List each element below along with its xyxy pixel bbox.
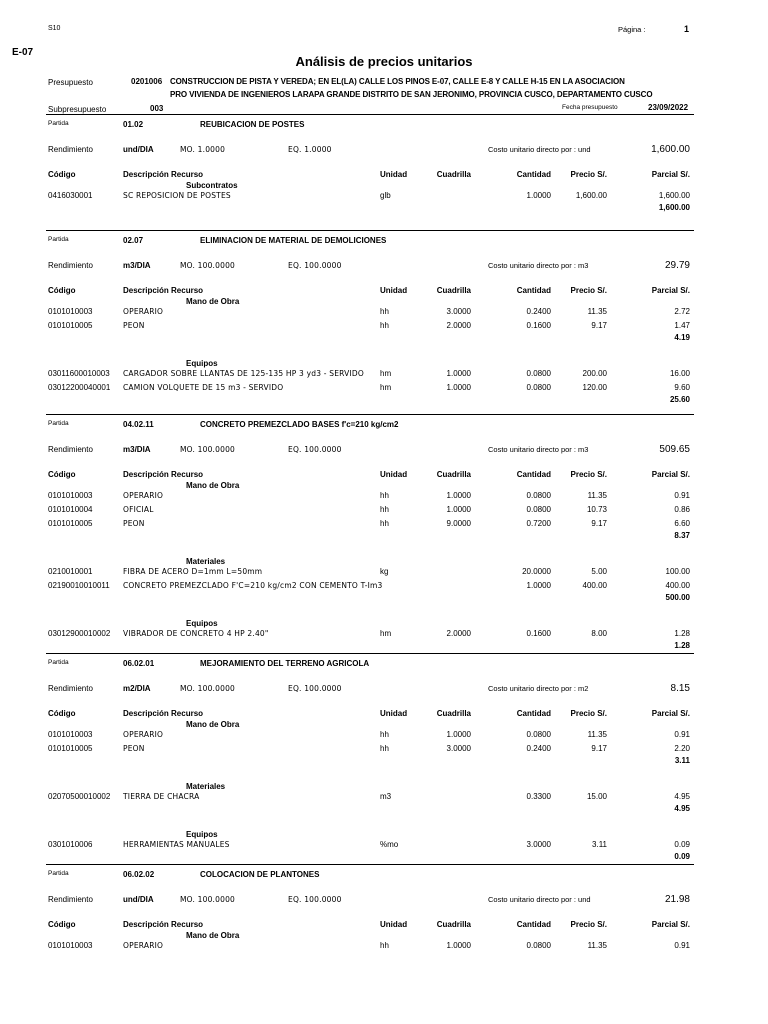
rendimiento-unit: m3/DIA — [123, 445, 151, 454]
resource-precio: 11.35 — [587, 307, 607, 316]
mo-value: MO. 100.0000 — [180, 895, 236, 904]
resource-code: 0416030001 — [48, 191, 93, 200]
group-name: Equipos — [186, 619, 218, 628]
col-parcial: Parcial S/. — [651, 170, 690, 179]
subpresupuesto-label: Subpresupuesto — [48, 105, 107, 114]
resource-parcial: 400.00 — [665, 581, 690, 590]
resource-desc: OPERARIO — [123, 491, 164, 500]
resource-cantidad: 1.0000 — [526, 191, 551, 200]
resource-unit: hh — [380, 505, 389, 514]
system-code: S10 — [48, 25, 61, 32]
col-cuadrilla: Cuadrilla — [436, 286, 471, 295]
eq-value: EQ. 100.0000 — [288, 445, 342, 454]
mo-value: MO. 100.0000 — [180, 261, 236, 270]
costo-value: 29.79 — [664, 260, 690, 271]
rendimiento-label: Rendimiento — [48, 684, 93, 693]
costo-label: Costo unitario directo por : m3 — [488, 261, 589, 270]
col-unidad: Unidad — [380, 470, 408, 479]
resource-desc: TIERRA DE CHACRA — [123, 792, 200, 801]
resource-parcial: 1.28 — [674, 629, 690, 638]
eq-value: EQ. 1.0000 — [288, 145, 332, 154]
group-name: Subcontratos — [186, 181, 238, 190]
resource-precio: 120.00 — [582, 383, 607, 392]
partida-name: COLOCACION DE PLANTONES — [200, 870, 320, 879]
resource-code: 02070500010002 — [48, 792, 111, 801]
fecha-label: Fecha presupuesto — [562, 104, 618, 111]
resource-cuadrilla: 9.0000 — [446, 519, 471, 528]
resource-precio: 3.11 — [592, 840, 607, 849]
section-divider — [46, 653, 694, 654]
resource-unit: hh — [380, 321, 389, 330]
col-codigo: Código — [48, 470, 76, 479]
resource-cantidad: 0.0800 — [526, 491, 551, 500]
partida-name: CONCRETO PREMEZCLADO BASES f'c=210 kg/cm2 — [200, 420, 399, 429]
resource-precio: 5.00 — [591, 567, 607, 576]
col-cuadrilla: Cuadrilla — [436, 920, 471, 929]
side-code: E-07 — [12, 47, 34, 58]
resource-code: 0101010004 — [48, 505, 93, 514]
page-title: Análisis de precios unitarios — [295, 54, 473, 69]
col-precio: Precio S/. — [570, 709, 607, 718]
mo-value: MO. 100.0000 — [180, 445, 236, 454]
partida-code: 04.02.11 — [123, 420, 154, 429]
resource-code: 0101010005 — [48, 321, 93, 330]
resource-cuadrilla: 1.0000 — [446, 491, 471, 500]
resource-cantidad: 0.1600 — [526, 629, 551, 638]
resource-cantidad: 0.0800 — [526, 730, 551, 739]
col-precio: Precio S/. — [570, 170, 607, 179]
resource-precio: 8.00 — [591, 629, 607, 638]
costo-label: Costo unitario directo por : und — [488, 145, 591, 154]
resource-parcial: 0.86 — [674, 505, 690, 514]
resource-code: 0101010005 — [48, 519, 93, 528]
section-divider — [46, 230, 694, 231]
resource-parcial: 100.00 — [665, 567, 690, 576]
resource-desc: SC REPOSICION DE POSTES — [123, 191, 231, 200]
group-name: Mano de Obra — [186, 481, 240, 490]
fecha-value: 23/09/2022 — [648, 103, 689, 112]
group-subtotal: 4.95 — [674, 804, 690, 813]
resource-desc: OPERARIO — [123, 941, 164, 950]
resource-cuadrilla: 2.0000 — [446, 321, 471, 330]
resource-unit: hh — [380, 307, 389, 316]
resource-desc: CONCRETO PREMEZCLADO F'C=210 kg/cm2 CON CEMENTO T-Im3 — [123, 581, 383, 590]
eq-value: EQ. 100.0000 — [288, 261, 342, 270]
col-descripcion: Descripción Recurso — [123, 920, 204, 929]
resource-precio: 200.00 — [582, 369, 607, 378]
resource-desc: OFICIAL — [123, 505, 154, 514]
resource-desc: PEON — [123, 321, 145, 330]
costo-label: Costo unitario directo por : m3 — [488, 445, 589, 454]
group-subtotal: 3.11 — [674, 756, 690, 765]
group-subtotal: 500.00 — [665, 593, 690, 602]
resource-cantidad: 0.0800 — [526, 941, 551, 950]
rendimiento-label: Rendimiento — [48, 445, 93, 454]
group-name: Mano de Obra — [186, 720, 240, 729]
resource-parcial: 6.60 — [674, 519, 690, 528]
resource-desc: OPERARIO — [123, 307, 164, 316]
resource-unit: hm — [380, 369, 392, 378]
resource-parcial: 1.47 — [674, 321, 690, 330]
resource-precio: 11.35 — [587, 941, 607, 950]
col-cuadrilla: Cuadrilla — [436, 709, 471, 718]
group-name: Mano de Obra — [186, 297, 240, 306]
group-subtotal: 25.60 — [669, 395, 690, 404]
costo-value: 21.98 — [664, 894, 690, 905]
costo-value: 1,600.00 — [651, 144, 690, 155]
resource-cantidad: 20.0000 — [522, 567, 551, 576]
col-codigo: Código — [48, 920, 76, 929]
resource-code: 0210010001 — [48, 567, 93, 576]
resource-unit: hm — [380, 629, 392, 638]
resource-parcial: 0.09 — [674, 840, 690, 849]
col-parcial: Parcial S/. — [651, 286, 690, 295]
rendimiento-unit: und/DIA — [123, 895, 154, 904]
resource-cantidad: 0.0800 — [526, 505, 551, 514]
col-cuadrilla: Cuadrilla — [436, 470, 471, 479]
group-subtotal: 4.19 — [674, 333, 690, 342]
resource-code: 0101010005 — [48, 744, 93, 753]
resource-cantidad: 3.0000 — [526, 840, 551, 849]
partida-label: Partida — [48, 120, 69, 127]
resource-cuadrilla: 1.0000 — [446, 730, 471, 739]
resource-cantidad: 0.2400 — [526, 744, 551, 753]
group-subtotal: 0.09 — [674, 852, 690, 861]
presupuesto-code: 0201006 — [131, 77, 163, 86]
partida-name: ELIMINACION DE MATERIAL DE DEMOLICIONES — [200, 236, 387, 245]
resource-unit: kg — [380, 567, 389, 576]
page-number: 1 — [684, 24, 690, 34]
resource-code: 03012900010002 — [48, 629, 111, 638]
resource-code: 03012200040001 — [48, 383, 111, 392]
resource-desc: CAMION VOLQUETE DE 15 m3 - SERVIDO — [123, 383, 284, 392]
group-name: Mano de Obra — [186, 931, 240, 940]
col-parcial: Parcial S/. — [651, 470, 690, 479]
resource-unit: hh — [380, 491, 389, 500]
rendimiento-label: Rendimiento — [48, 145, 93, 154]
resource-unit: hh — [380, 744, 389, 753]
partida-code: 01.02 — [123, 120, 144, 129]
costo-label: Costo unitario directo por : und — [488, 895, 591, 904]
resource-cantidad: 0.1600 — [526, 321, 551, 330]
costo-value: 509.65 — [659, 444, 690, 455]
group-subtotal: 8.37 — [674, 531, 690, 540]
col-descripcion: Descripción Recurso — [123, 286, 204, 295]
resource-cuadrilla: 3.0000 — [446, 307, 471, 316]
group-name: Materiales — [186, 782, 226, 791]
resource-precio: 1,600.00 — [575, 191, 607, 200]
col-cantidad: Cantidad — [516, 170, 551, 179]
page-label: Página : — [618, 25, 646, 34]
col-descripcion: Descripción Recurso — [123, 470, 204, 479]
costo-label: Costo unitario directo por : m2 — [488, 684, 589, 693]
resource-cuadrilla: 1.0000 — [446, 941, 471, 950]
resource-code: 0101010003 — [48, 941, 93, 950]
group-name: Equipos — [186, 359, 218, 368]
mo-value: MO. 100.0000 — [180, 684, 236, 693]
resource-precio: 11.35 — [587, 730, 607, 739]
resource-precio: 9.17 — [591, 321, 607, 330]
resource-unit: hh — [380, 941, 389, 950]
resource-parcial: 2.20 — [674, 744, 690, 753]
col-cantidad: Cantidad — [516, 286, 551, 295]
resource-parcial: 0.91 — [674, 941, 690, 950]
resource-parcial: 9.60 — [674, 383, 690, 392]
group-subtotal: 1.28 — [674, 641, 690, 650]
resource-cuadrilla: 1.0000 — [446, 369, 471, 378]
col-cantidad: Cantidad — [516, 709, 551, 718]
mo-value: MO. 1.0000 — [180, 145, 226, 154]
resource-code: 0101010003 — [48, 491, 93, 500]
col-unidad: Unidad — [380, 709, 408, 718]
partida-label: Partida — [48, 420, 69, 427]
group-name: Materiales — [186, 557, 226, 566]
resource-cantidad: 0.3300 — [526, 792, 551, 801]
resource-code: 0301010006 — [48, 840, 93, 849]
resource-precio: 9.17 — [591, 744, 607, 753]
partida-label: Partida — [48, 870, 69, 877]
col-codigo: Código — [48, 286, 76, 295]
resource-precio: 9.17 — [591, 519, 607, 528]
resource-unit: hm — [380, 383, 392, 392]
resource-desc: CARGADOR SOBRE LLANTAS DE 125-135 HP 3 yd3 - SERVIDO — [123, 369, 364, 378]
resource-unit: %mo — [380, 840, 399, 849]
resource-desc: HERRAMIENTAS MANUALES — [123, 840, 230, 849]
partida-label: Partida — [48, 659, 69, 666]
section-divider — [46, 864, 694, 865]
resource-cuadrilla: 1.0000 — [446, 505, 471, 514]
costo-value: 8.15 — [670, 683, 690, 694]
col-unidad: Unidad — [380, 286, 408, 295]
resource-precio: 11.35 — [587, 491, 607, 500]
partida-code: 06.02.02 — [123, 870, 155, 879]
col-precio: Precio S/. — [570, 920, 607, 929]
rendimiento-unit: m2/DIA — [123, 684, 151, 693]
resource-desc: PEON — [123, 519, 145, 528]
resource-code: 0101010003 — [48, 730, 93, 739]
partida-code: 06.02.01 — [123, 659, 155, 668]
section-divider — [46, 414, 694, 415]
resource-code: 02190010010011 — [48, 581, 110, 590]
subpresupuesto-code: 003 — [150, 104, 164, 113]
col-precio: Precio S/. — [570, 470, 607, 479]
presupuesto-label: Presupuesto — [48, 78, 93, 87]
col-codigo: Código — [48, 170, 76, 179]
eq-value: EQ. 100.0000 — [288, 895, 342, 904]
resource-unit: glb — [380, 191, 391, 200]
resource-parcial: 16.00 — [669, 369, 690, 378]
col-unidad: Unidad — [380, 170, 408, 179]
partida-code: 02.07 — [123, 236, 144, 245]
section-divider — [46, 114, 694, 115]
resource-precio: 400.00 — [582, 581, 607, 590]
group-name: Equipos — [186, 830, 218, 839]
resource-unit: m3 — [380, 792, 392, 801]
resource-cuadrilla: 1.0000 — [446, 383, 471, 392]
resource-precio: 10.73 — [586, 505, 607, 514]
resource-parcial: 0.91 — [674, 491, 690, 500]
resource-desc: OPERARIO — [123, 730, 164, 739]
resource-desc: VIBRADOR DE CONCRETO 4 HP 2.40" — [123, 629, 269, 638]
resource-cantidad: 0.2400 — [526, 307, 551, 316]
rendimiento-unit: und/DIA — [123, 145, 154, 154]
col-parcial: Parcial S/. — [651, 920, 690, 929]
eq-value: EQ. 100.0000 — [288, 684, 342, 693]
partida-label: Partida — [48, 236, 69, 243]
rendimiento-label: Rendimiento — [48, 895, 93, 904]
col-descripcion: Descripción Recurso — [123, 709, 204, 718]
resource-parcial: 4.95 — [674, 792, 690, 801]
col-unidad: Unidad — [380, 920, 408, 929]
resource-cantidad: 1.0000 — [526, 581, 551, 590]
resource-code: 0101010003 — [48, 307, 93, 316]
resource-cantidad: 0.7200 — [526, 519, 551, 528]
rendimiento-unit: m3/DIA — [123, 261, 151, 270]
resource-parcial: 0.91 — [674, 730, 690, 739]
col-cuadrilla: Cuadrilla — [436, 170, 471, 179]
resource-desc: FIBRA DE ACERO D=1mm L=50mm — [123, 567, 263, 576]
resource-unit: hh — [380, 519, 389, 528]
resource-precio: 15.00 — [586, 792, 607, 801]
resource-cuadrilla: 2.0000 — [446, 629, 471, 638]
rendimiento-label: Rendimiento — [48, 261, 93, 270]
col-codigo: Código — [48, 709, 76, 718]
group-subtotal: 1,600.00 — [658, 203, 690, 212]
col-descripcion: Descripción Recurso — [123, 170, 204, 179]
resource-code: 03011600010003 — [48, 369, 110, 378]
resource-cantidad: 0.0800 — [526, 369, 551, 378]
resource-cantidad: 0.0800 — [526, 383, 551, 392]
resource-parcial: 2.72 — [674, 307, 690, 316]
col-cantidad: Cantidad — [516, 470, 551, 479]
col-precio: Precio S/. — [570, 286, 607, 295]
partida-name: REUBICACION DE POSTES — [200, 120, 305, 129]
resource-parcial: 1,600.00 — [658, 191, 690, 200]
resource-cuadrilla: 3.0000 — [446, 744, 471, 753]
partida-name: MEJORAMIENTO DEL TERRENO AGRICOLA — [200, 659, 370, 668]
resource-unit: hh — [380, 730, 389, 739]
presupuesto-line2: PRO VIVIENDA DE INGENIEROS LARAPA GRANDE DISTRITO DE SAN JERONIMO, PROVINCIA CUSCO, DEPARTAMENTO CUSCO — [170, 90, 653, 99]
presupuesto-line1: CONSTRUCCION DE PISTA Y VEREDA; EN EL(LA) CALLE LOS PINOS E-07, CALLE E-8 Y CALLE H-15 EN LA ASOCIACION — [170, 77, 625, 86]
col-cantidad: Cantidad — [516, 920, 551, 929]
resource-desc: PEON — [123, 744, 145, 753]
col-parcial: Parcial S/. — [651, 709, 690, 718]
